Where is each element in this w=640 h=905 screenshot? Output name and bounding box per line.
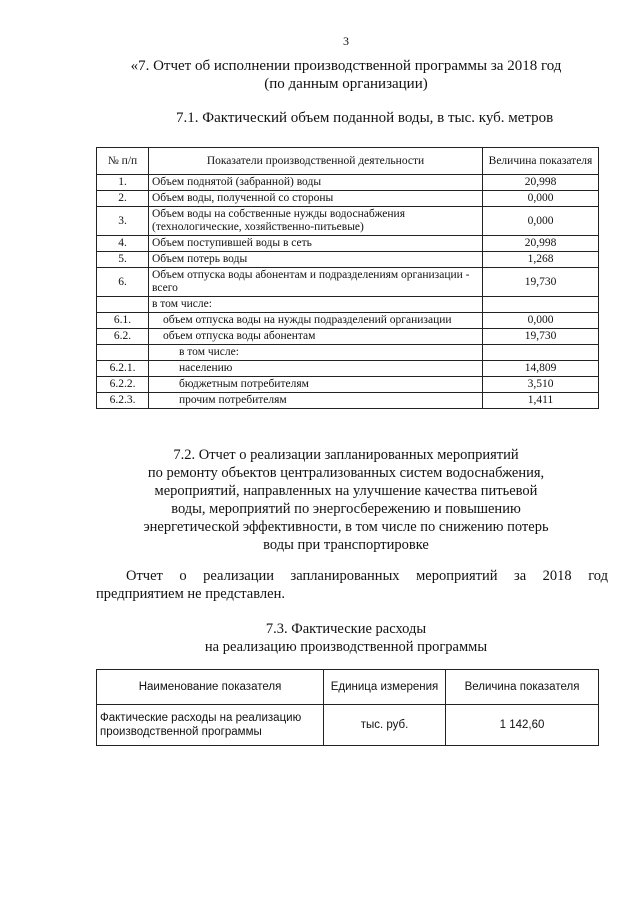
row-value: 20,998 xyxy=(483,175,599,191)
row-label: Объем отпуска воды абонентам и подразделениям организации - всего xyxy=(149,268,483,297)
water-volume-table-body xyxy=(97,175,599,409)
row-number xyxy=(97,345,149,361)
row-label: населению xyxy=(149,361,483,377)
row-value: 1,411 xyxy=(483,393,599,409)
section-7-3-title-line1: 7.3. Фактические расходы xyxy=(265,621,427,637)
section-7-2-title-line: по ремонту объектов централизованных систем водоснабжения, xyxy=(147,465,545,481)
row-value: 19,730 xyxy=(483,329,599,345)
row-value: 1,268 xyxy=(483,252,599,268)
table-row xyxy=(97,329,599,345)
row-number: 4. xyxy=(97,236,149,252)
report-heading xyxy=(0,57,640,93)
row-label: в том числе: xyxy=(149,297,483,313)
row-value: 0,000 xyxy=(483,207,599,236)
report-heading-line2: (по данным организации) xyxy=(264,76,428,92)
row-value: 20,998 xyxy=(483,236,599,252)
expense-value: 1 142,60 xyxy=(446,705,599,746)
expense-unit: тыс. руб. xyxy=(324,705,446,746)
row-number: 6.2.1. xyxy=(97,361,149,377)
row-number: 1. xyxy=(97,175,149,191)
section-7-2-title-line: энергетической эффективности, в том числе по снижению потерь xyxy=(143,519,549,535)
row-value xyxy=(483,297,599,313)
table-row xyxy=(97,175,599,191)
row-label: Объем поступившей воды в сеть xyxy=(149,236,483,252)
table-header-row xyxy=(97,670,599,705)
section-7-3-title-line2: на реализацию производственной программы xyxy=(204,639,488,655)
page-number: 3 xyxy=(343,34,349,48)
table-row xyxy=(97,393,599,409)
header-unit: Единица измерения xyxy=(324,670,446,705)
header-name: Наименование показателя xyxy=(97,670,324,705)
row-label: бюджетным потребителям xyxy=(149,377,483,393)
header-value: Величина показателя xyxy=(446,670,599,705)
table-row xyxy=(97,252,599,268)
header-value: Величина показателя xyxy=(483,148,599,175)
row-value: 19,730 xyxy=(483,268,599,297)
section-7-1-title: 7.1. Фактический объем поданной воды, в тыс. куб. метров xyxy=(176,110,554,126)
row-number: 6. xyxy=(97,268,149,297)
row-label: Объем потерь воды xyxy=(149,252,483,268)
row-number xyxy=(97,297,149,313)
row-label: объем отпуска воды на нужды подразделений организации xyxy=(149,313,483,329)
table-row xyxy=(97,236,599,252)
section-7-2-title-line: 7.2. Отчет о реализации запланированных мероприятий xyxy=(173,447,519,463)
row-number: 2. xyxy=(97,191,149,207)
table-row xyxy=(97,705,599,746)
expenses-table xyxy=(96,669,599,746)
row-value: 0,000 xyxy=(483,313,599,329)
expense-name: Фактические расходы на реализацию производственной программы xyxy=(97,705,324,746)
header-indicator: Показатели производственной деятельности xyxy=(149,148,483,175)
table-row xyxy=(97,377,599,393)
section-7-2-title-line: воды при транспортировке xyxy=(263,537,429,553)
row-label: Объем воды на собственные нужды водоснабжения (технологические, хозяйственно-питьевые) xyxy=(149,207,483,236)
row-label: объем отпуска воды абонентам xyxy=(149,329,483,345)
section-7-3-title xyxy=(0,620,640,656)
table-row xyxy=(97,313,599,329)
section-7-2-title-line: воды, мероприятий по энергосбережению и повышению xyxy=(171,501,521,517)
row-number: 6.2.3. xyxy=(97,393,149,409)
row-number: 5. xyxy=(97,252,149,268)
row-label: в том числе: xyxy=(149,345,483,361)
row-label: Объем поднятой (забранной) воды xyxy=(149,175,483,191)
water-volume-table xyxy=(96,147,599,409)
row-number: 3. xyxy=(97,207,149,236)
section-7-2-title-line: мероприятий, направленных на улучшение качества питьевой xyxy=(154,483,538,499)
table-row xyxy=(97,207,599,236)
table-row xyxy=(97,191,599,207)
row-number: 6.2.2. xyxy=(97,377,149,393)
table-row xyxy=(97,268,599,297)
table-header-row xyxy=(97,148,599,175)
section-7-2-paragraph: Отчет о реализации запланированных мероприятий за 2018 год предприятием не представлен. xyxy=(96,568,608,602)
report-heading-line1: «7. Отчет об исполнении производственной программы за 2018 год xyxy=(130,58,562,74)
row-value: 14,809 xyxy=(483,361,599,377)
row-label: прочим потребителям xyxy=(149,393,483,409)
row-number: 6.2. xyxy=(97,329,149,345)
row-value xyxy=(483,345,599,361)
section-7-2-title xyxy=(0,446,640,554)
row-value: 3,510 xyxy=(483,377,599,393)
table-row xyxy=(97,297,599,313)
row-value: 0,000 xyxy=(483,191,599,207)
table-row xyxy=(97,345,599,361)
table-row xyxy=(97,361,599,377)
header-number: № п/п xyxy=(97,148,149,175)
row-label: Объем воды, полученной со стороны xyxy=(149,191,483,207)
row-number: 6.1. xyxy=(97,313,149,329)
